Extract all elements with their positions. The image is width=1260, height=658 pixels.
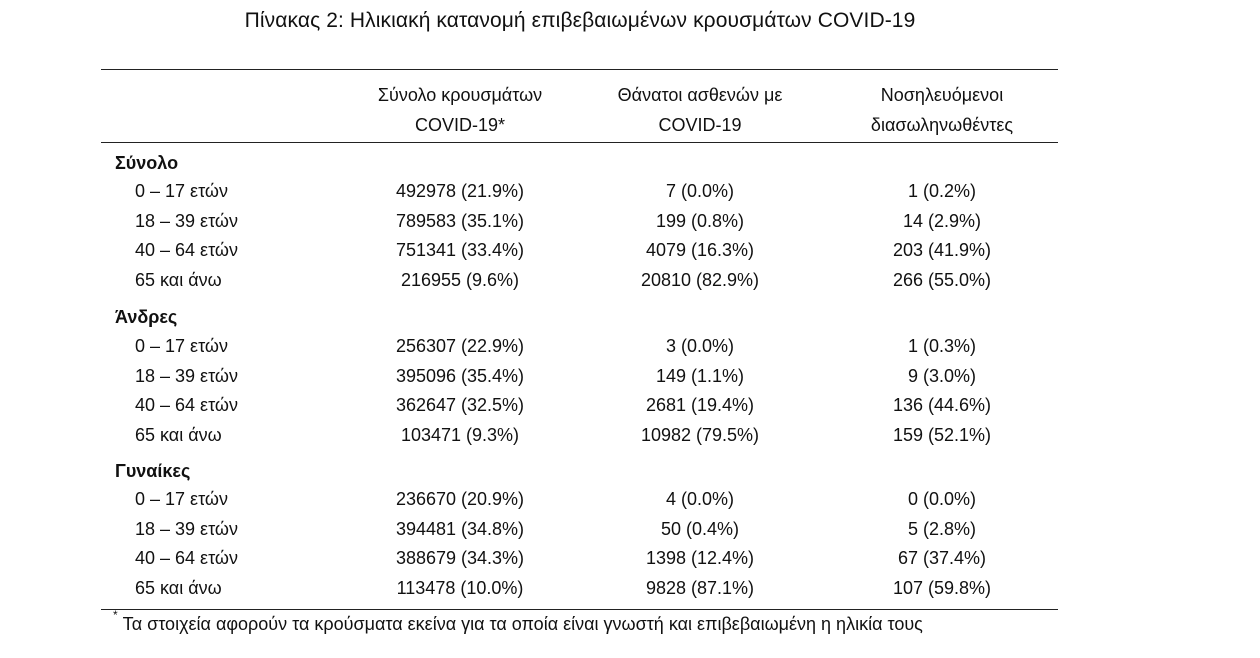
table-cell: 3 (0.0%) bbox=[665, 336, 735, 356]
table-cell: 136 (44.6%) bbox=[892, 395, 992, 415]
table-cell: 789583 (35.1%) bbox=[395, 211, 525, 231]
table-cell: 388679 (34.3%) bbox=[395, 548, 525, 568]
table-cell: 67 (37.4%) bbox=[897, 548, 987, 568]
table-cell: 203 (41.9%) bbox=[892, 240, 992, 260]
column-header-deaths bbox=[580, 80, 820, 140]
table-cell: 2681 (19.4%) bbox=[645, 395, 755, 415]
table-cell: 10982 (79.5%) bbox=[640, 425, 760, 445]
table-cell: 395096 (35.4%) bbox=[395, 366, 525, 386]
row-label: 40 – 64 ετών bbox=[135, 240, 238, 260]
footnote-text: Τα στοιχεία αφορούν τα κρούσματα εκείνα για τα οποία είναι γνωστή και επιβεβαιωμένη η ηλικία τους bbox=[122, 614, 923, 634]
column-header-line: διασωληνωθέντες bbox=[870, 115, 1014, 135]
row-label: 40 – 64 ετών bbox=[135, 548, 238, 568]
row-label: 0 – 17 ετών bbox=[135, 181, 228, 201]
section-title-women: Γυναίκες bbox=[115, 461, 191, 481]
row-label: 65 και άνω bbox=[135, 578, 222, 598]
table-cell: 14 (2.9%) bbox=[902, 211, 982, 231]
header-rule bbox=[101, 142, 1058, 143]
table-cell: 256307 (22.9%) bbox=[395, 336, 525, 356]
table-cell: 113478 (10.0%) bbox=[396, 578, 524, 598]
table-cell: 199 (0.8%) bbox=[655, 211, 745, 231]
table-cell: 5 (2.8%) bbox=[907, 519, 977, 539]
table-cell: 216955 (9.6%) bbox=[400, 270, 520, 290]
top-rule bbox=[101, 69, 1058, 70]
row-label: 65 και άνω bbox=[135, 270, 222, 290]
table-cell: 7 (0.0%) bbox=[665, 181, 735, 201]
table-cell: 103471 (9.3%) bbox=[400, 425, 520, 445]
row-label: 0 – 17 ετών bbox=[135, 489, 228, 509]
bottom-rule bbox=[101, 609, 1058, 610]
table-cell: 362647 (32.5%) bbox=[395, 395, 525, 415]
table-cell: 0 (0.0%) bbox=[907, 489, 977, 509]
table-cell: 492978 (21.9%) bbox=[395, 181, 525, 201]
table-cell: 394481 (34.8%) bbox=[395, 519, 525, 539]
table-cell: 1398 (12.4%) bbox=[645, 548, 755, 568]
table-title: Πίνακας 2: Ηλικιακή κατανομή επιβεβαιωμένων κρουσμάτων COVID-19 bbox=[244, 9, 916, 32]
table-cell: 20810 (82.9%) bbox=[640, 270, 760, 290]
row-label: 40 – 64 ετών bbox=[135, 395, 238, 415]
section-title-total: Σύνολο bbox=[115, 153, 179, 173]
footnote-marker: * bbox=[113, 608, 118, 622]
row-label: 18 – 39 ετών bbox=[135, 366, 238, 386]
table-cell: 9828 (87.1%) bbox=[645, 578, 755, 598]
row-label: 18 – 39 ετών bbox=[135, 211, 238, 231]
row-label: 65 και άνω bbox=[135, 425, 222, 445]
column-header-line: COVID-19* bbox=[414, 115, 506, 135]
column-header-intubated bbox=[822, 80, 1062, 140]
table-cell: 149 (1.1%) bbox=[655, 366, 745, 386]
table-cell: 4079 (16.3%) bbox=[645, 240, 755, 260]
table-cell: 50 (0.4%) bbox=[660, 519, 740, 539]
table-cell: 107 (59.8%) bbox=[892, 578, 992, 598]
table-cell: 4 (0.0%) bbox=[665, 489, 735, 509]
row-label: 0 – 17 ετών bbox=[135, 336, 228, 356]
column-header-line: Θάνατοι ασθενών με bbox=[617, 85, 783, 105]
table-cell: 1 (0.3%) bbox=[907, 336, 977, 356]
column-header-total-cases bbox=[340, 80, 580, 140]
column-header-line: Σύνολο κρουσμάτων bbox=[377, 85, 543, 105]
footnote bbox=[113, 608, 923, 635]
table-cell: 159 (52.1%) bbox=[892, 425, 992, 445]
row-label: 18 – 39 ετών bbox=[135, 519, 238, 539]
table-cell: 266 (55.0%) bbox=[892, 270, 992, 290]
table-cell: 1 (0.2%) bbox=[907, 181, 977, 201]
table-cell: 751341 (33.4%) bbox=[395, 240, 525, 260]
table-cell: 9 (3.0%) bbox=[907, 366, 977, 386]
table-cell: 236670 (20.9%) bbox=[395, 489, 525, 509]
section-title-men: Άνδρες bbox=[115, 307, 178, 327]
column-header-line: COVID-19 bbox=[658, 115, 742, 135]
column-header-line: Νοσηλευόμενοι bbox=[880, 85, 1004, 105]
